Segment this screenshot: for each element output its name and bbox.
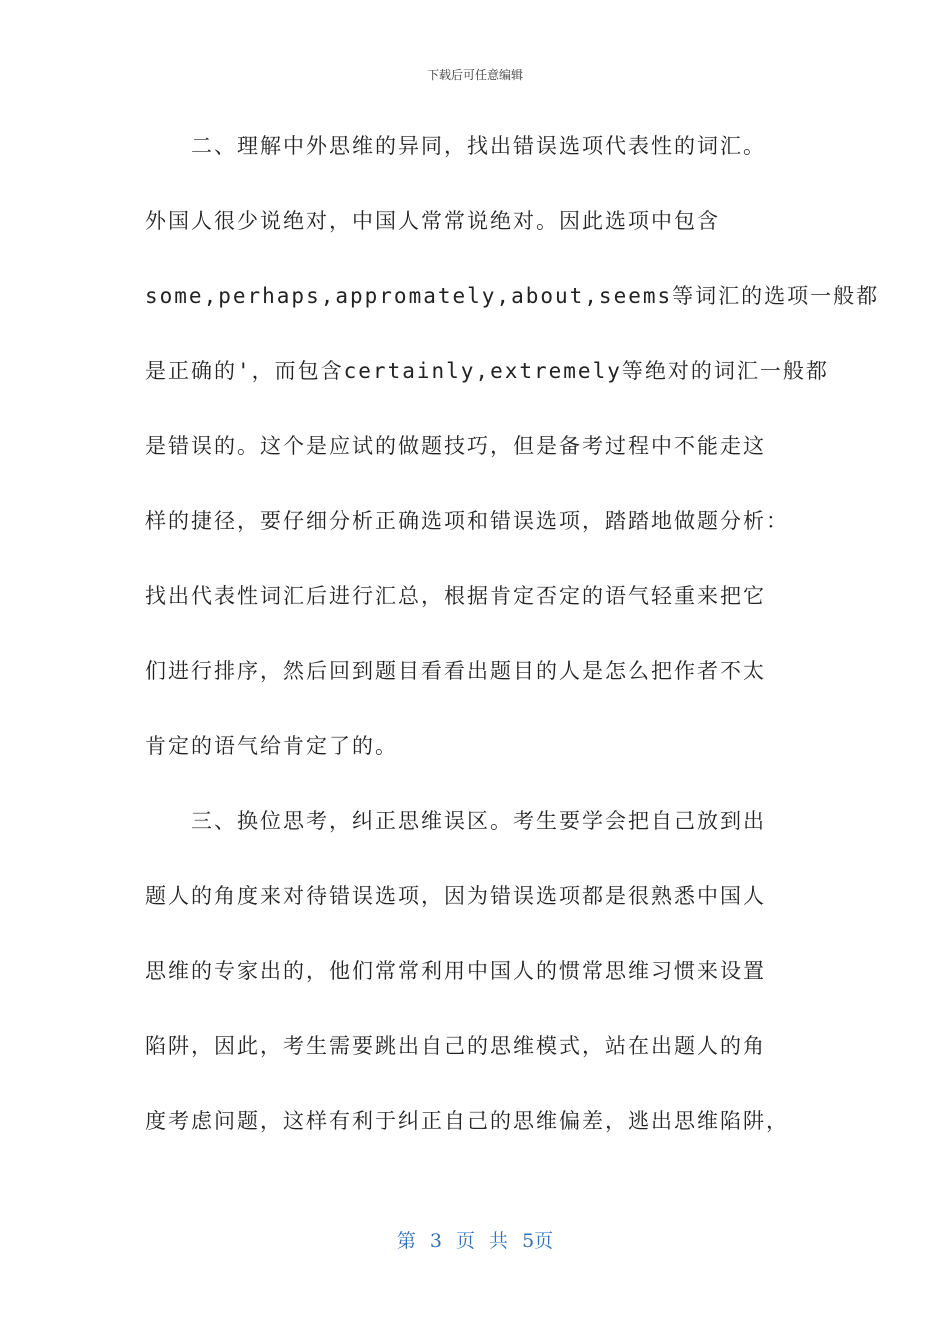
text-line: 三、换位思考，纠正思维误区。考生要学会把自己放到出	[145, 809, 766, 833]
text-line: 思维的专家出的，他们常常利用中国人的惯常思维习惯来设置	[145, 959, 766, 983]
text-line: 样的捷径，要仔细分析正确选项和错误选项，踏踏地做题分析：	[145, 509, 789, 533]
page-header: 下载后可任意编辑	[426, 68, 523, 82]
text-line: 题人的角度来对待错误选项，因为错误选项都是很熟悉中国人	[145, 884, 766, 908]
text-line: 是错误的。这个是应试的做题技巧，但是备考过程中不能走这	[145, 434, 766, 458]
text-line: 二、理解中外思维的异同，找出错误选项代表性的词汇。	[145, 134, 766, 158]
page-footer: 第 3 页 共 5页	[396, 1230, 554, 1252]
text-line: 们进行排序，然后回到题目看看出题目的人是怎么把作者不太	[145, 659, 766, 683]
text-line: 陷阱，因此，考生需要跳出自己的思维模式，站在出题人的角	[145, 1034, 766, 1058]
text-line: some,perhaps,appromately,about,seems等词汇的选项一般都	[145, 284, 880, 308]
text-line: 是正确的'，而包含certainly,extremely等绝对的词汇一般都	[145, 359, 829, 383]
text-line: 度考虑问题，这样有利于纠正自己的思维偏差，逃出思维陷阱，	[145, 1109, 789, 1133]
text-line: 肯定的语气给肯定了的。	[145, 734, 398, 758]
text-line: 找出代表性词汇后进行汇总，根据肯定否定的语气轻重来把它	[145, 584, 766, 608]
text-line: 外国人很少说绝对，中国人常常说绝对。因此选项中包含	[145, 209, 720, 233]
